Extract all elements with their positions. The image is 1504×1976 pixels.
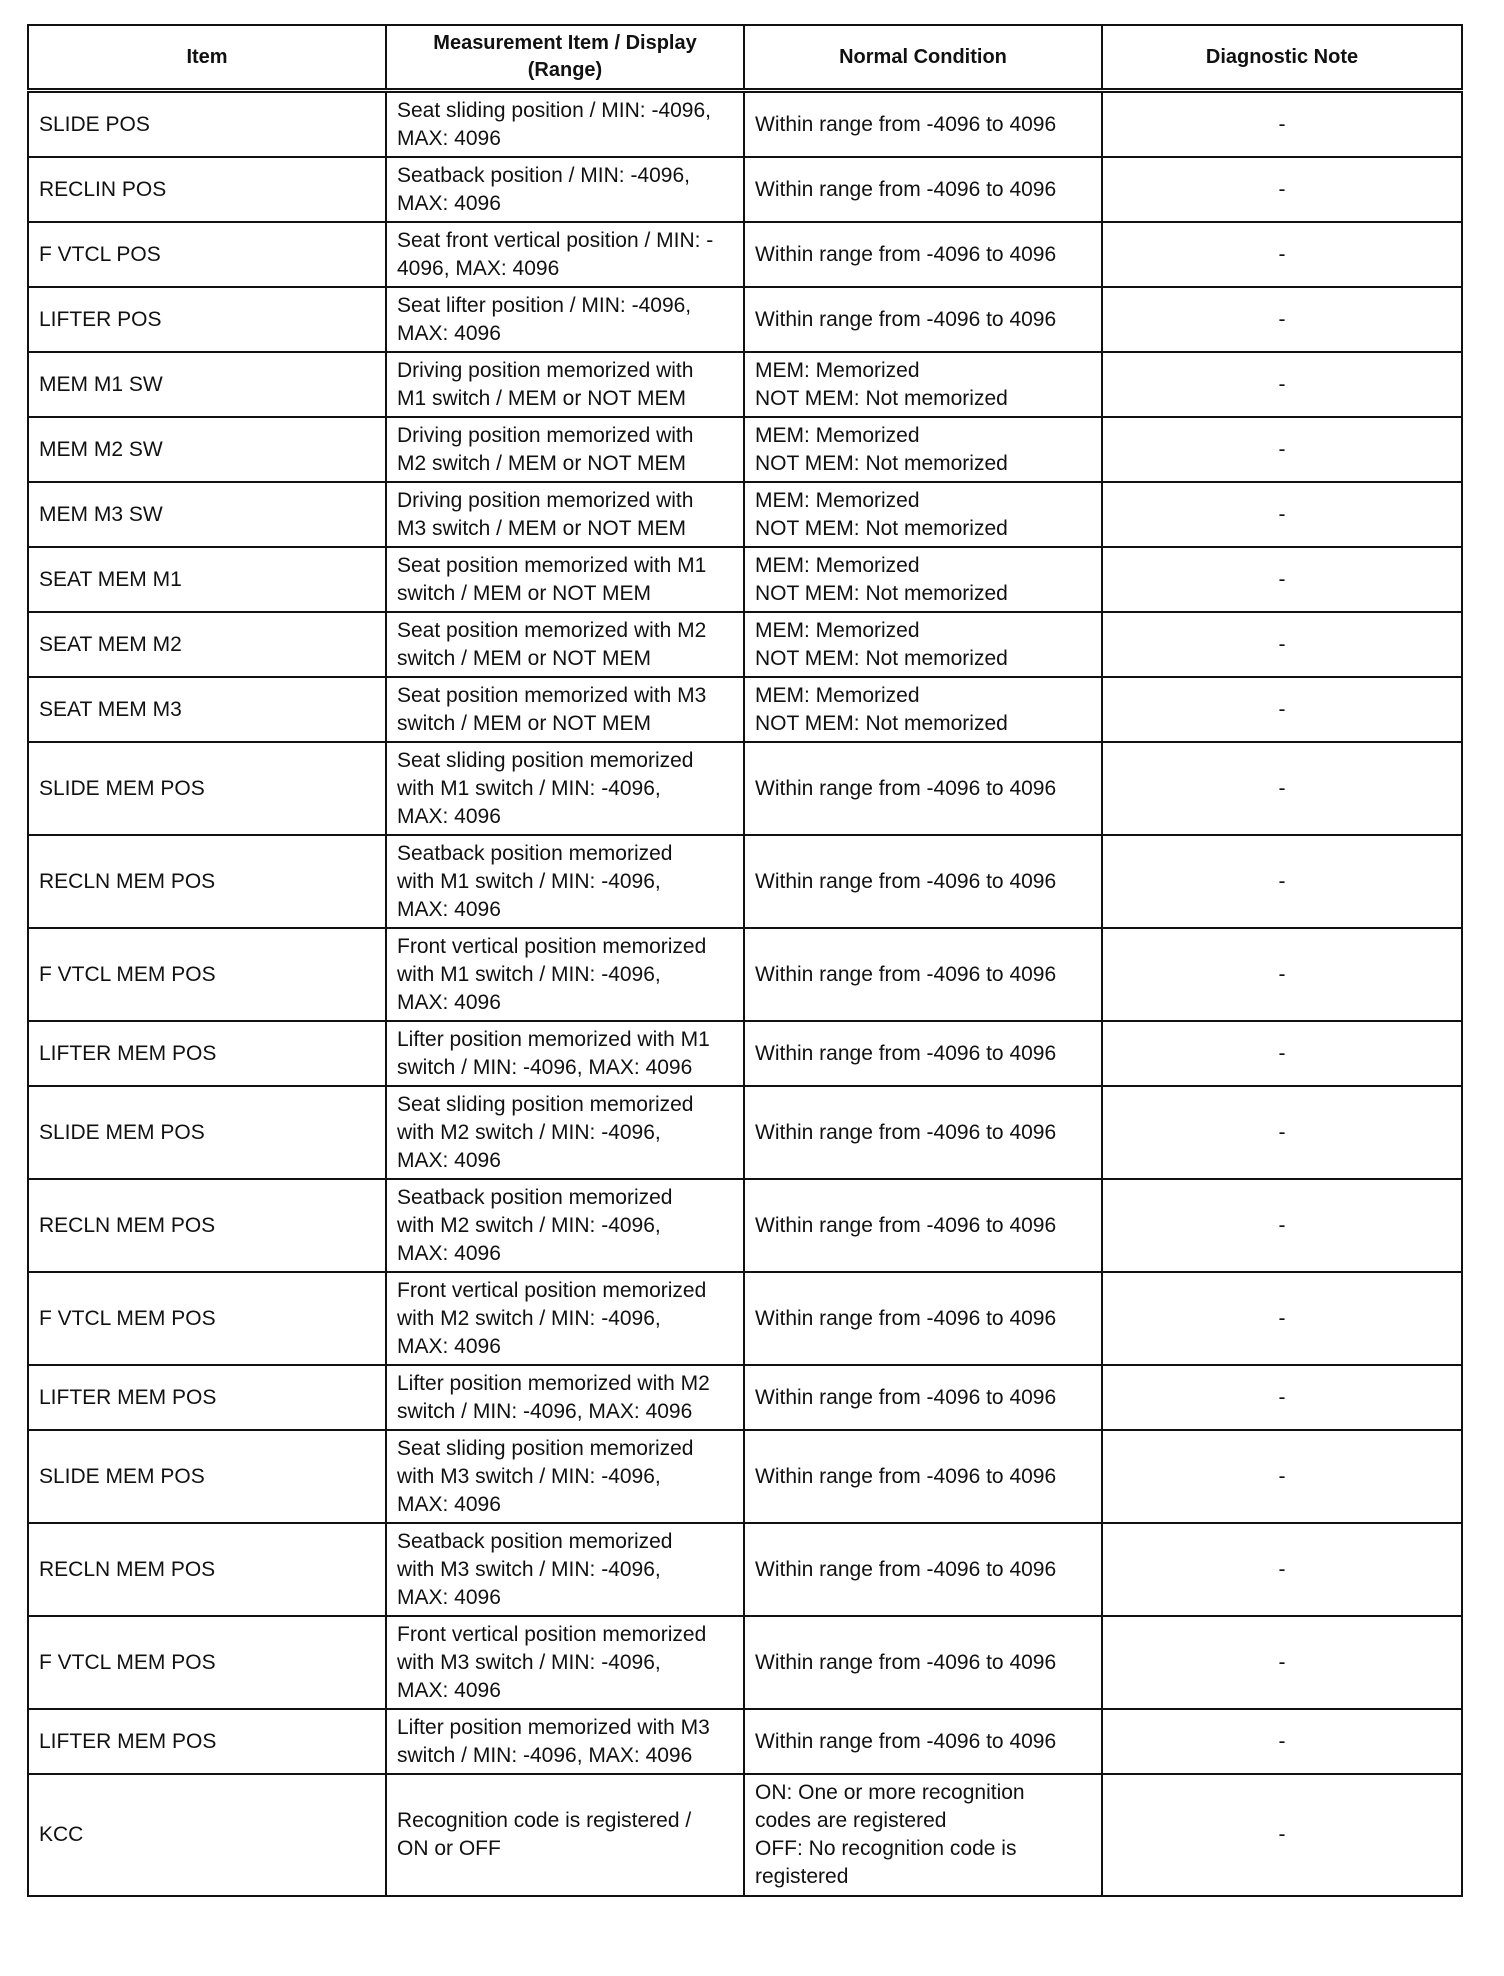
cell-measurement-line: MAX: 4096 bbox=[397, 990, 501, 1014]
cell-normal-condition-line: Within range from -4096 to 4096 bbox=[755, 307, 1057, 331]
cell-measurement-line: Lifter position memorized with M3 bbox=[397, 1715, 710, 1739]
table-row bbox=[28, 352, 1462, 417]
cell-measurement-line: 4096, MAX: 4096 bbox=[397, 256, 560, 280]
cell-measurement bbox=[386, 287, 744, 352]
cell-item: F VTCL POS bbox=[28, 222, 386, 287]
cell-measurement-line: MAX: 4096 bbox=[397, 1678, 501, 1702]
cell-normal-condition-line: registered bbox=[755, 1865, 849, 1888]
cell-measurement-line: switch / MEM or NOT MEM bbox=[397, 581, 651, 605]
table-row bbox=[28, 928, 1462, 1021]
cell-measurement bbox=[386, 1523, 744, 1616]
cell-measurement bbox=[386, 1272, 744, 1365]
cell-diagnostic-note: - bbox=[1102, 835, 1462, 928]
cell-measurement bbox=[386, 547, 744, 612]
cell-normal-condition bbox=[744, 352, 1102, 417]
table-row bbox=[28, 1021, 1462, 1086]
cell-measurement-line: Seatback position / MIN: -4096, bbox=[397, 163, 690, 187]
cell-measurement-line: Seat sliding position / MIN: -4096, bbox=[397, 98, 711, 122]
diagnostic-data-table bbox=[27, 24, 1463, 1897]
cell-measurement-line: Seat sliding position memorized bbox=[397, 748, 694, 772]
cell-measurement-line: MAX: 4096 bbox=[397, 191, 501, 215]
cell-normal-condition-line: NOT MEM: Not memorized bbox=[755, 451, 1008, 475]
cell-measurement-line: MAX: 4096 bbox=[397, 1585, 501, 1609]
table-row bbox=[28, 1774, 1462, 1896]
cell-diagnostic-note: - bbox=[1102, 482, 1462, 547]
cell-normal-condition bbox=[744, 742, 1102, 835]
cell-normal-condition-line: MEM: Memorized bbox=[755, 423, 920, 447]
cell-normal-condition-line: ON: One or more recognition bbox=[755, 1781, 1025, 1804]
cell-normal-condition-line: NOT MEM: Not memorized bbox=[755, 386, 1008, 410]
cell-normal-condition-line: Within range from -4096 to 4096 bbox=[755, 1213, 1057, 1237]
cell-normal-condition-line: Within range from -4096 to 4096 bbox=[755, 1729, 1057, 1753]
cell-measurement-line: Seat front vertical position / MIN: - bbox=[397, 228, 714, 252]
cell-measurement-line: MAX: 4096 bbox=[397, 321, 501, 345]
cell-measurement bbox=[386, 1709, 744, 1774]
cell-measurement-line: with M3 switch / MIN: -4096, bbox=[397, 1464, 661, 1488]
cell-item: RECLN MEM POS bbox=[28, 1179, 386, 1272]
cell-measurement-line: MAX: 4096 bbox=[397, 1492, 501, 1516]
cell-item: MEM M1 SW bbox=[28, 352, 386, 417]
cell-normal-condition bbox=[744, 1179, 1102, 1272]
cell-diagnostic-note: - bbox=[1102, 612, 1462, 677]
header-normal-condition: Normal Condition bbox=[744, 25, 1102, 91]
cell-diagnostic-note: - bbox=[1102, 928, 1462, 1021]
cell-normal-condition-line: NOT MEM: Not memorized bbox=[755, 581, 1008, 605]
cell-normal-condition bbox=[744, 1523, 1102, 1616]
cell-normal-condition-line: Within range from -4096 to 4096 bbox=[755, 1306, 1057, 1330]
cell-diagnostic-note: - bbox=[1102, 352, 1462, 417]
cell-item: SLIDE MEM POS bbox=[28, 1430, 386, 1523]
cell-measurement-line: Seat sliding position memorized bbox=[397, 1092, 694, 1116]
cell-item: LIFTER MEM POS bbox=[28, 1365, 386, 1430]
cell-normal-condition-line: Within range from -4096 to 4096 bbox=[755, 869, 1057, 893]
cell-diagnostic-note: - bbox=[1102, 1272, 1462, 1365]
cell-normal-condition-line: codes are registered bbox=[755, 1809, 947, 1832]
cell-measurement-line: Front vertical position memorized bbox=[397, 1622, 707, 1646]
cell-measurement-line: ON or OFF bbox=[397, 1837, 501, 1860]
cell-measurement-line: Front vertical position memorized bbox=[397, 1278, 707, 1302]
cell-measurement bbox=[386, 1616, 744, 1709]
cell-measurement bbox=[386, 1179, 744, 1272]
cell-measurement-line: MAX: 4096 bbox=[397, 126, 501, 150]
cell-diagnostic-note: - bbox=[1102, 547, 1462, 612]
cell-normal-condition-line: Within range from -4096 to 4096 bbox=[755, 112, 1057, 136]
cell-normal-condition bbox=[744, 1272, 1102, 1365]
cell-measurement-line: with M2 switch / MIN: -4096, bbox=[397, 1120, 661, 1144]
cell-measurement bbox=[386, 157, 744, 222]
cell-measurement-line: with M2 switch / MIN: -4096, bbox=[397, 1213, 661, 1237]
table-row bbox=[28, 91, 1462, 158]
cell-measurement bbox=[386, 1365, 744, 1430]
cell-normal-condition bbox=[744, 835, 1102, 928]
table-row bbox=[28, 835, 1462, 928]
cell-item: SEAT MEM M3 bbox=[28, 677, 386, 742]
header-item: Item bbox=[28, 25, 386, 91]
cell-normal-condition-line: Within range from -4096 to 4096 bbox=[755, 1557, 1057, 1581]
cell-item: RECLIN POS bbox=[28, 157, 386, 222]
cell-item: LIFTER MEM POS bbox=[28, 1021, 386, 1086]
table-row bbox=[28, 1179, 1462, 1272]
table-row bbox=[28, 417, 1462, 482]
cell-item: LIFTER MEM POS bbox=[28, 1709, 386, 1774]
cell-diagnostic-note: - bbox=[1102, 1774, 1462, 1896]
cell-item: RECLN MEM POS bbox=[28, 1523, 386, 1616]
cell-measurement-line: switch / MIN: -4096, MAX: 4096 bbox=[397, 1399, 693, 1423]
cell-measurement-line: switch / MEM or NOT MEM bbox=[397, 711, 651, 735]
cell-diagnostic-note: - bbox=[1102, 1365, 1462, 1430]
header-measurement bbox=[386, 25, 744, 91]
cell-normal-condition bbox=[744, 547, 1102, 612]
cell-normal-condition bbox=[744, 1774, 1102, 1896]
cell-item: F VTCL MEM POS bbox=[28, 1616, 386, 1709]
cell-item: SEAT MEM M2 bbox=[28, 612, 386, 677]
table-row bbox=[28, 677, 1462, 742]
cell-measurement bbox=[386, 352, 744, 417]
cell-measurement-line: with M3 switch / MIN: -4096, bbox=[397, 1557, 661, 1581]
table-header-row bbox=[28, 25, 1462, 91]
cell-measurement bbox=[386, 222, 744, 287]
cell-measurement-line: M2 switch / MEM or NOT MEM bbox=[397, 451, 686, 475]
cell-item: F VTCL MEM POS bbox=[28, 1272, 386, 1365]
cell-item: F VTCL MEM POS bbox=[28, 928, 386, 1021]
cell-measurement-line: with M1 switch / MIN: -4096, bbox=[397, 776, 661, 800]
cell-item: SLIDE POS bbox=[28, 91, 386, 158]
cell-normal-condition-line: Within range from -4096 to 4096 bbox=[755, 1041, 1057, 1065]
cell-measurement bbox=[386, 612, 744, 677]
cell-normal-condition-line: NOT MEM: Not memorized bbox=[755, 711, 1008, 735]
table-row bbox=[28, 1086, 1462, 1179]
cell-measurement-line: MAX: 4096 bbox=[397, 1241, 501, 1265]
cell-measurement-line: Seat position memorized with M2 bbox=[397, 618, 707, 642]
cell-diagnostic-note: - bbox=[1102, 1021, 1462, 1086]
cell-measurement-line: MAX: 4096 bbox=[397, 1334, 501, 1358]
table-row bbox=[28, 1709, 1462, 1774]
cell-item: LIFTER POS bbox=[28, 287, 386, 352]
cell-normal-condition bbox=[744, 677, 1102, 742]
cell-item: MEM M3 SW bbox=[28, 482, 386, 547]
cell-normal-condition-line: Within range from -4096 to 4096 bbox=[755, 1385, 1057, 1409]
cell-measurement-line: M1 switch / MEM or NOT MEM bbox=[397, 386, 686, 410]
cell-measurement-line: Seat lifter position / MIN: -4096, bbox=[397, 293, 692, 317]
cell-measurement-line: MAX: 4096 bbox=[397, 1148, 501, 1172]
cell-normal-condition-line: Within range from -4096 to 4096 bbox=[755, 962, 1057, 986]
cell-measurement bbox=[386, 1021, 744, 1086]
header-measurement-line: (Range) bbox=[527, 59, 603, 81]
table-row bbox=[28, 612, 1462, 677]
cell-diagnostic-note: - bbox=[1102, 91, 1462, 158]
cell-normal-condition-line: MEM: Memorized bbox=[755, 618, 920, 642]
cell-normal-condition-line: Within range from -4096 to 4096 bbox=[755, 1650, 1057, 1674]
cell-measurement-line: MAX: 4096 bbox=[397, 804, 501, 828]
cell-diagnostic-note: - bbox=[1102, 742, 1462, 835]
cell-normal-condition-line: OFF: No recognition code is bbox=[755, 1837, 1017, 1860]
table-row bbox=[28, 742, 1462, 835]
table-row bbox=[28, 287, 1462, 352]
cell-normal-condition-line: MEM: Memorized bbox=[755, 553, 920, 577]
cell-measurement-line: Front vertical position memorized bbox=[397, 934, 707, 958]
cell-measurement bbox=[386, 417, 744, 482]
cell-measurement-line: switch / MIN: -4096, MAX: 4096 bbox=[397, 1055, 693, 1079]
cell-measurement bbox=[386, 835, 744, 928]
cell-normal-condition bbox=[744, 287, 1102, 352]
table-row bbox=[28, 482, 1462, 547]
cell-normal-condition bbox=[744, 1021, 1102, 1086]
cell-item: SLIDE MEM POS bbox=[28, 742, 386, 835]
cell-normal-condition-line: MEM: Memorized bbox=[755, 488, 920, 512]
table-row bbox=[28, 222, 1462, 287]
table-row bbox=[28, 547, 1462, 612]
cell-normal-condition bbox=[744, 612, 1102, 677]
cell-measurement-line: Seatback position memorized bbox=[397, 1529, 673, 1553]
cell-normal-condition bbox=[744, 1709, 1102, 1774]
cell-measurement-line: Lifter position memorized with M1 bbox=[397, 1027, 710, 1051]
cell-normal-condition-line: Within range from -4096 to 4096 bbox=[755, 1464, 1057, 1488]
cell-normal-condition-line: Within range from -4096 to 4096 bbox=[755, 177, 1057, 201]
cell-measurement bbox=[386, 482, 744, 547]
cell-measurement-line: Lifter position memorized with M2 bbox=[397, 1371, 710, 1395]
cell-measurement-line: Seat sliding position memorized bbox=[397, 1436, 694, 1460]
cell-normal-condition-line: NOT MEM: Not memorized bbox=[755, 516, 1008, 540]
cell-measurement-line: switch / MIN: -4096, MAX: 4096 bbox=[397, 1743, 693, 1767]
cell-normal-condition bbox=[744, 482, 1102, 547]
table-body bbox=[28, 91, 1462, 1897]
cell-measurement-line: Driving position memorized with bbox=[397, 488, 694, 512]
cell-item: SLIDE MEM POS bbox=[28, 1086, 386, 1179]
cell-measurement-line: Seatback position memorized bbox=[397, 841, 673, 865]
cell-measurement-line: with M1 switch / MIN: -4096, bbox=[397, 869, 661, 893]
cell-measurement bbox=[386, 1774, 744, 1896]
cell-diagnostic-note: - bbox=[1102, 417, 1462, 482]
cell-diagnostic-note: - bbox=[1102, 1523, 1462, 1616]
cell-item: SEAT MEM M1 bbox=[28, 547, 386, 612]
cell-diagnostic-note: - bbox=[1102, 287, 1462, 352]
header-measurement-line: Measurement Item / Display bbox=[433, 32, 697, 54]
cell-normal-condition-line: MEM: Memorized bbox=[755, 683, 920, 707]
cell-diagnostic-note: - bbox=[1102, 1616, 1462, 1709]
cell-measurement bbox=[386, 91, 744, 158]
cell-measurement bbox=[386, 677, 744, 742]
cell-measurement-line: with M2 switch / MIN: -4096, bbox=[397, 1306, 661, 1330]
cell-normal-condition bbox=[744, 1365, 1102, 1430]
table-row bbox=[28, 1272, 1462, 1365]
cell-diagnostic-note: - bbox=[1102, 222, 1462, 287]
cell-normal-condition-line: Within range from -4096 to 4096 bbox=[755, 1120, 1057, 1144]
cell-diagnostic-note: - bbox=[1102, 1179, 1462, 1272]
cell-diagnostic-note: - bbox=[1102, 1430, 1462, 1523]
cell-normal-condition-line: Within range from -4096 to 4096 bbox=[755, 242, 1057, 266]
cell-measurement bbox=[386, 1086, 744, 1179]
cell-diagnostic-note: - bbox=[1102, 1086, 1462, 1179]
cell-item: MEM M2 SW bbox=[28, 417, 386, 482]
cell-normal-condition-line: MEM: Memorized bbox=[755, 358, 920, 382]
cell-measurement-line: Seatback position memorized bbox=[397, 1185, 673, 1209]
cell-measurement-line: MAX: 4096 bbox=[397, 897, 501, 921]
cell-normal-condition bbox=[744, 157, 1102, 222]
cell-diagnostic-note: - bbox=[1102, 677, 1462, 742]
cell-measurement-line: with M3 switch / MIN: -4096, bbox=[397, 1650, 661, 1674]
cell-measurement-line: switch / MEM or NOT MEM bbox=[397, 646, 651, 670]
cell-item: KCC bbox=[28, 1774, 386, 1896]
cell-diagnostic-note: - bbox=[1102, 1709, 1462, 1774]
cell-measurement bbox=[386, 928, 744, 1021]
cell-normal-condition bbox=[744, 1086, 1102, 1179]
cell-item: RECLN MEM POS bbox=[28, 835, 386, 928]
table-row bbox=[28, 1523, 1462, 1616]
cell-normal-condition bbox=[744, 417, 1102, 482]
cell-normal-condition bbox=[744, 91, 1102, 158]
cell-measurement-line: Driving position memorized with bbox=[397, 423, 694, 447]
table-row bbox=[28, 1365, 1462, 1430]
table-row bbox=[28, 1616, 1462, 1709]
cell-normal-condition-line: NOT MEM: Not memorized bbox=[755, 646, 1008, 670]
cell-normal-condition bbox=[744, 1430, 1102, 1523]
table-row bbox=[28, 1430, 1462, 1523]
cell-normal-condition bbox=[744, 1616, 1102, 1709]
cell-measurement bbox=[386, 742, 744, 835]
cell-measurement-line: Seat position memorized with M3 bbox=[397, 683, 707, 707]
cell-diagnostic-note: - bbox=[1102, 157, 1462, 222]
cell-normal-condition bbox=[744, 928, 1102, 1021]
cell-measurement-line: Seat position memorized with M1 bbox=[397, 553, 707, 577]
cell-measurement bbox=[386, 1430, 744, 1523]
cell-measurement-line: with M1 switch / MIN: -4096, bbox=[397, 962, 661, 986]
cell-normal-condition bbox=[744, 222, 1102, 287]
cell-measurement-line: M3 switch / MEM or NOT MEM bbox=[397, 516, 686, 540]
cell-normal-condition-line: Within range from -4096 to 4096 bbox=[755, 776, 1057, 800]
table-row bbox=[28, 157, 1462, 222]
header-diagnostic-note: Diagnostic Note bbox=[1102, 25, 1462, 91]
cell-measurement-line: Driving position memorized with bbox=[397, 358, 694, 382]
cell-measurement-line: Recognition code is registered / bbox=[397, 1809, 692, 1832]
